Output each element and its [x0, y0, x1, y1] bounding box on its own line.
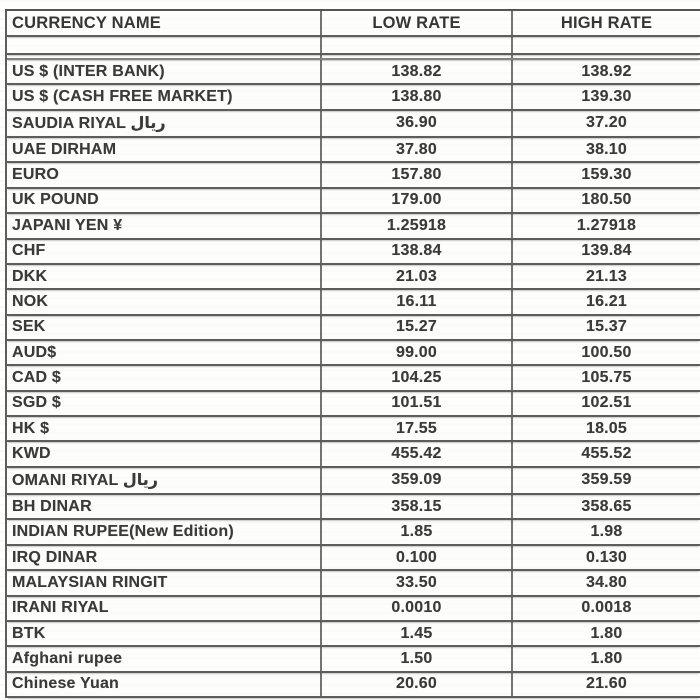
high-rate-cell: 16.21: [585, 292, 628, 310]
currency-name-cell: OMANI RIYAL ريال: [7, 468, 322, 493]
table-row: [7, 138, 700, 163]
low-rate-cell: 21.03: [322, 265, 513, 288]
table-row: [7, 240, 700, 265]
high-rate-cell: 138.92: [581, 62, 632, 80]
high-rate-cell: 1.80: [590, 624, 623, 642]
low-rate-cell: 179.00: [322, 189, 513, 212]
low-rate-cell: 101.51: [322, 392, 513, 415]
low-rate-cell: 17.55: [322, 417, 513, 440]
high-rate-cell: 100.50: [581, 343, 632, 361]
currency-name-cell: IRANI RIYAL: [7, 597, 322, 620]
currency-name-cell: SEK: [7, 316, 322, 339]
table-row: [7, 341, 700, 366]
low-rate-cell: 37.80: [322, 138, 513, 161]
high-rate-cell: 1.80: [590, 649, 623, 667]
currency-name-cell: JAPANI YEN ¥: [7, 214, 322, 237]
currency-name-cell: US $ (CASH FREE MARKET): [7, 85, 322, 108]
currency-name-cell: CHF: [7, 240, 322, 263]
table-row: [7, 495, 700, 520]
table-row: [7, 85, 700, 110]
table-row: [7, 60, 700, 85]
high-rate-cell: 159.30: [581, 166, 632, 184]
low-rate-cell: 1.25918: [322, 214, 513, 237]
high-rate-cell: 139.84: [581, 242, 632, 260]
table-row: [7, 673, 700, 698]
high-rate-cell: 37.20: [585, 114, 628, 132]
high-rate-cell: 0.0018: [581, 599, 632, 617]
low-rate-cell: 33.50: [322, 571, 513, 594]
currency-name-cell: US $ (INTER BANK): [7, 60, 322, 83]
currency-name-cell: EURO: [7, 163, 322, 186]
low-rate-cell: 455.42: [322, 442, 513, 465]
currency-name-cell: MALAYSIAN RINGIT: [7, 571, 322, 594]
high-rate-cell: 1.98: [590, 523, 623, 541]
high-rate-cell: 38.10: [585, 140, 628, 158]
low-rate-cell: 1.45: [322, 622, 513, 645]
table-row: [7, 520, 700, 545]
currency-name-cell: SAUDIA RIYAL ريال: [7, 111, 322, 136]
low-rate-cell: 20.60: [322, 673, 513, 696]
table-row: [7, 111, 700, 138]
low-rate-cell: 138.80: [322, 85, 513, 108]
header-row: [7, 11, 700, 37]
table-row: [7, 417, 700, 442]
table-row: [7, 214, 700, 239]
high-rate-cell: 21.13: [585, 267, 628, 285]
header-low-rate: LOW RATE: [322, 11, 513, 35]
currency-name-cell: IRQ DINAR: [7, 546, 322, 569]
high-rate-cell: 18.05: [585, 419, 628, 437]
table-row: [7, 622, 700, 647]
low-rate-cell: 0.100: [322, 546, 513, 569]
header-currency-name: CURRENCY NAME: [7, 11, 322, 35]
currency-name-cell: HK $: [7, 417, 322, 440]
low-rate-cell: 358.15: [322, 495, 513, 518]
high-rate-cell: 1.27918: [576, 216, 637, 234]
high-rate-cell: 180.50: [581, 191, 632, 209]
header-high-rate: HIGH RATE: [560, 13, 653, 32]
table-row: [7, 442, 700, 467]
currency-name-cell: UAE DIRHAM: [7, 138, 322, 161]
currency-name-cell: INDIAN RUPEE(New Edition): [7, 520, 322, 543]
high-rate-cell: 34.80: [585, 573, 628, 591]
high-rate-cell: 15.37: [585, 318, 628, 336]
table-row: [7, 316, 700, 341]
currency-name-cell: Afghani rupee: [7, 647, 322, 670]
currency-name-cell: SGD $: [7, 392, 322, 415]
low-rate-cell: 1.85: [322, 520, 513, 543]
table-row: [7, 468, 700, 495]
currency-name-cell: NOK: [7, 290, 322, 313]
low-rate-cell: 157.80: [322, 163, 513, 186]
currency-name-cell: KWD: [7, 442, 322, 465]
table-row: [7, 366, 700, 391]
high-rate-cell: 455.52: [581, 445, 632, 463]
table-row: [7, 392, 700, 417]
currency-name-cell: Chinese Yuan: [7, 673, 322, 696]
low-rate-cell: 104.25: [322, 366, 513, 389]
table-row: [7, 647, 700, 672]
currency-name-cell: CAD $: [7, 366, 322, 389]
blank-row: [7, 37, 700, 55]
table-row: [7, 290, 700, 315]
high-rate-cell: 21.60: [585, 675, 628, 693]
low-rate-cell: 36.90: [322, 111, 513, 136]
high-rate-cell: 139.30: [581, 88, 632, 106]
low-rate-cell: 1.50: [322, 647, 513, 670]
high-rate-cell: 358.65: [581, 497, 632, 515]
high-rate-cell: 0.130: [585, 548, 628, 566]
table-row: [7, 265, 700, 290]
low-rate-cell: 99.00: [322, 341, 513, 364]
currency-name-cell: BH DINAR: [7, 495, 322, 518]
low-rate-cell: 138.82: [322, 60, 513, 83]
high-rate-cell: 102.51: [581, 394, 632, 412]
high-rate-cell: 105.75: [581, 368, 632, 386]
currency-name-cell: AUD$: [7, 341, 322, 364]
table-row: [7, 546, 700, 571]
currency-rates-table: [5, 9, 700, 698]
table-row: [7, 571, 700, 596]
currency-name-cell: DKK: [7, 265, 322, 288]
table-row: [7, 189, 700, 214]
currency-name-cell: BTK: [7, 622, 322, 645]
table-row: [7, 597, 700, 622]
low-rate-cell: 16.11: [322, 290, 513, 313]
table-row: [7, 163, 700, 188]
currency-name-cell: UK POUND: [7, 189, 322, 212]
low-rate-cell: 359.09: [322, 468, 513, 493]
high-rate-cell: 359.59: [581, 471, 632, 489]
low-rate-cell: 15.27: [322, 316, 513, 339]
low-rate-cell: 138.84: [322, 240, 513, 263]
low-rate-cell: 0.0010: [322, 597, 513, 620]
